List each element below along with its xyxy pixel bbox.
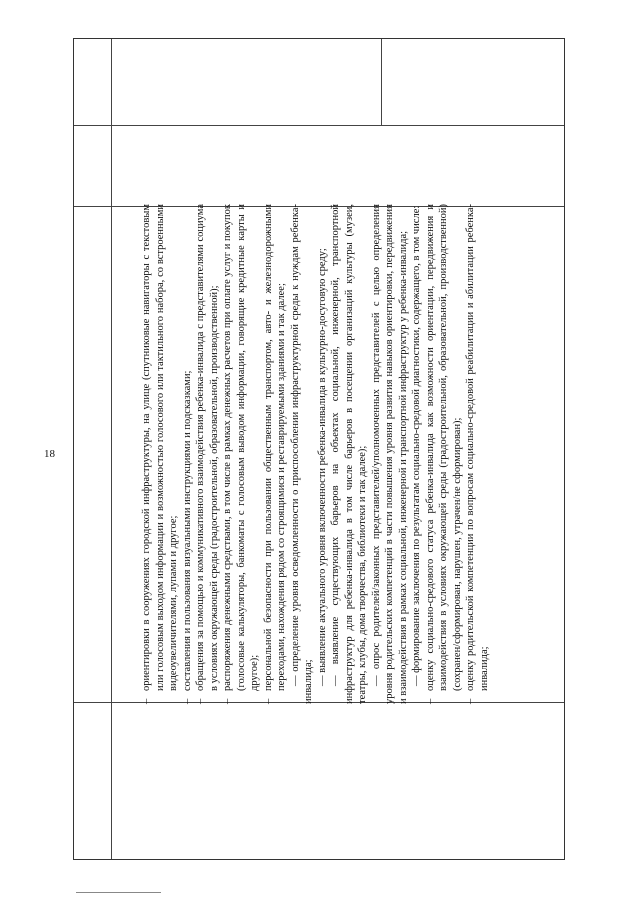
table-cell-text — [140, 204, 559, 704]
list-item — [424, 204, 465, 704]
page-number: 18 — [44, 448, 55, 460]
dash-marker: – — [181, 698, 193, 704]
table-column-divider — [111, 39, 112, 859]
footer-rule — [76, 892, 161, 893]
list-item-text: ориентировки в сооружениях городской инфраструктуры, на улице (спутниковые навигаторы с текстовым или голосовым выходом информации и возможностью голосового или тактильного набора, со встроенными видеоувеличителями, лупами и другое; — [141, 204, 179, 691]
list-item — [140, 204, 181, 704]
list-item — [262, 204, 289, 704]
list-item-text: персональной безопасности при пользовании общественным транспортом, авто- и железнодорожными переходами, нахождения рядом со строящимися и реставрируемыми зданиями и так далее; — [262, 204, 287, 691]
dash-marker: – — [424, 698, 436, 704]
dash-marker: – — [141, 698, 152, 704]
list-item — [221, 204, 262, 704]
paragraph: — выявление существующих барьеров на объектах социальной, инженерной, транспортной инфраструктур для ребенка-инвалида в том числе барьеров в посещении организаций культуры (музеи, театры, клубы, дома творчества, библиотеки и так далее); — [330, 204, 368, 704]
table-column-divider — [381, 39, 382, 125]
dash-marker: – — [465, 698, 476, 704]
list-item-text: оценку родительской компетенции по вопросам социально-средовой реабилитации и абилитации ребенка-инвалида; — [465, 204, 490, 691]
list-item — [464, 204, 491, 704]
paragraph: — определение уровня осведомленности о приспособлении инфраструктурной среды к нуждам ребенка-инвалида; — [289, 204, 314, 704]
list-item-text: составления и пользования визуальными инструкциями и подсказками; — [181, 370, 193, 691]
list-item-text: распоряжения денежными средствами, в том числе в рамках денежных расчетов при оплате услуг и покупок (голосовые калькуляторы, банкоматы с голосовым выводом информации, говорящие кредитные карты и другое); — [222, 204, 260, 691]
table-row-divider — [74, 125, 564, 126]
dash-marker: – — [262, 698, 274, 704]
list-item — [194, 204, 221, 704]
list-item-text: обращения за помощью и коммуникативного взаимодействия ребенка-инвалида с представителями социума в условиях окружающей среды (градостроительной, образовательной, производственной); — [195, 204, 220, 691]
dash-marker: – — [195, 698, 206, 704]
paragraph: — опрос родителей/законных представителей/уполномоченных представителей с целью определения уровня родительских компетенций в части повышения уровня развития навыков ориентировки, передвижения и взаимодействия в рамках социальной, инженерной и транспортной инфраструктур у ребенка-инвалида; — [370, 204, 409, 704]
list-item — [181, 204, 195, 704]
list-item-text: оценку социально-средового статуса ребенка-инвалида как возможности ориентации, передвижения и взаимодействия в условиях окружающей среды (градостроительной, образовательной, производственной) (сохранен/сформирован, нарушен, утрачен/не сформирован); — [424, 204, 463, 691]
dash-marker: – — [222, 698, 233, 704]
paragraph: — формирование заключения по результатам социально-средовой диагностики, содержащего, в том числе: — [411, 205, 422, 686]
paragraph: — выявление актуального уровня включенности ребенка-инвалида в культурно-досуговую среду; — [316, 248, 328, 686]
